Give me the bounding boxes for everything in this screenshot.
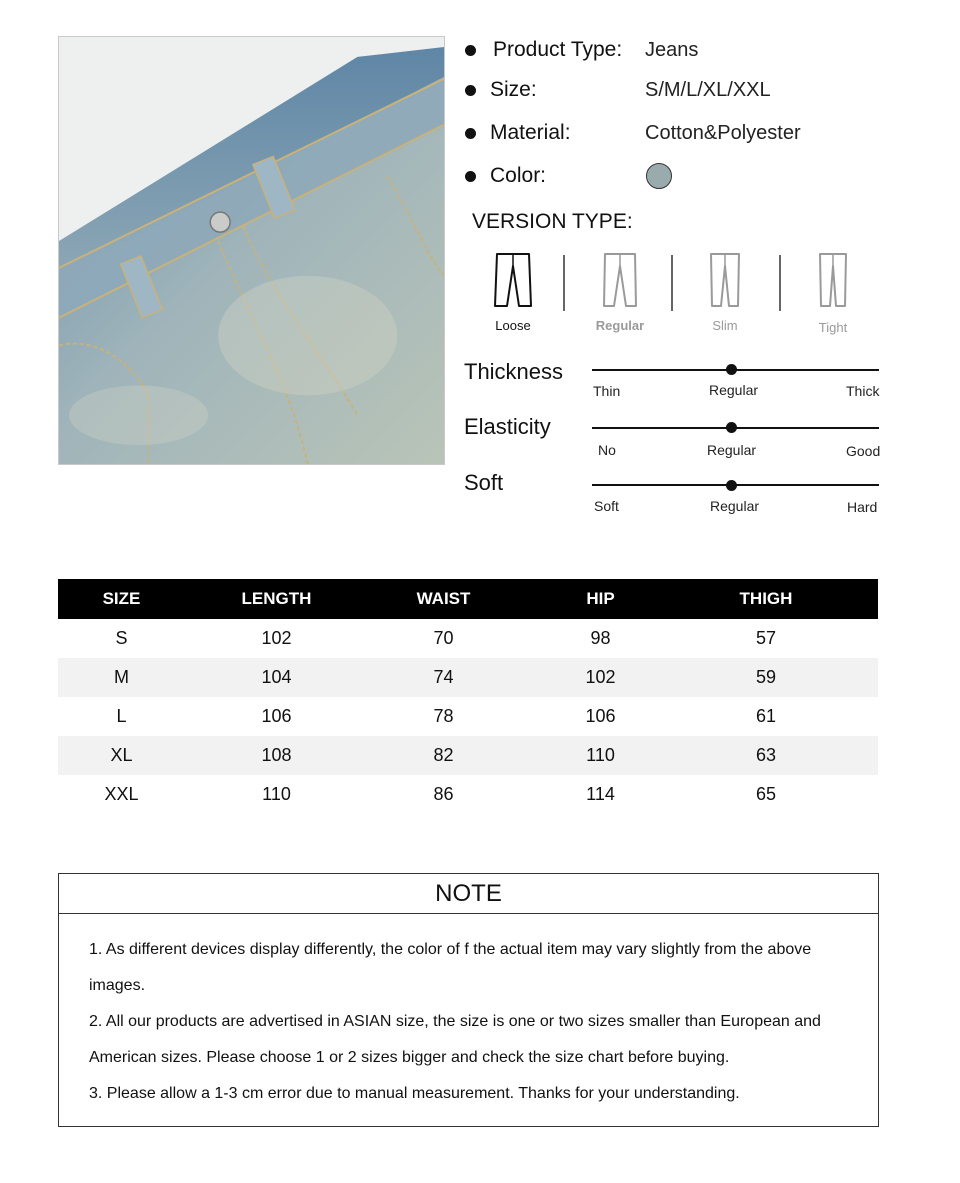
header-waist: WAIST	[416, 589, 471, 608]
cell-waist: 82	[433, 745, 454, 765]
version-label: Regular	[595, 318, 645, 333]
cell-thigh: 65	[755, 784, 777, 804]
cell-hip: 102	[585, 667, 616, 687]
cell-size: XL	[110, 745, 133, 765]
soft-scale-marker	[726, 480, 737, 491]
note-line: 3. Please allow a 1-3 cm error due to manual measurement. Thanks for your understanding.	[89, 1085, 740, 1102]
version-label: Tight	[818, 320, 848, 335]
spec-label: Material:	[490, 121, 571, 144]
regular-pants-icon	[600, 252, 640, 308]
version-title: VERSION TYPE:	[472, 210, 633, 233]
version-label: Slim	[712, 318, 738, 333]
thickness-mid: Regular	[709, 382, 759, 398]
cell-waist: 78	[433, 706, 454, 726]
note-line: 2. All our products are advertised in ASIAN size, the size is one or two sizes smaller than European and American sizes. Please choose 1 or 2 sizes bigger and check the size chart before buying.	[89, 1013, 821, 1066]
table-header	[58, 579, 878, 619]
cell-waist: 70	[433, 628, 454, 648]
cell-waist: 86	[433, 784, 454, 804]
elasticity-label: Elasticity	[464, 414, 551, 439]
cell-length: 104	[261, 667, 292, 687]
cell-hip: 110	[586, 745, 615, 765]
version-type-tight[interactable]	[793, 252, 873, 335]
elasticity-mid: Regular	[707, 442, 757, 458]
spec-value: S/M/L/XL/XXL	[645, 79, 771, 101]
cell-size: M	[114, 667, 129, 687]
cell-thigh: 63	[755, 745, 777, 765]
product-photo	[58, 36, 445, 465]
cell-size: XXL	[104, 784, 139, 804]
thickness-label: Thickness	[464, 359, 564, 384]
table-row	[58, 619, 878, 658]
elasticity-max: Good	[846, 443, 881, 459]
cell-size: L	[116, 706, 127, 726]
note-box	[58, 873, 879, 1127]
header-length: LENGTH	[241, 589, 312, 608]
cell-hip: 106	[585, 706, 616, 726]
version-divider	[563, 255, 565, 311]
thickness-scale-marker	[726, 364, 737, 375]
spec-value: Cotton&Polyester	[645, 122, 801, 144]
table-row	[58, 775, 878, 814]
cell-size: S	[115, 628, 128, 648]
loose-pants-icon	[493, 252, 533, 308]
cell-length: 108	[261, 745, 292, 765]
soft-mid: Regular	[710, 498, 760, 514]
note-line: 1. As different devices display differently, the color of f the actual item may vary slightly from the above images.	[89, 941, 812, 994]
version-type-slim[interactable]	[685, 252, 765, 333]
cell-thigh: 61	[755, 706, 777, 726]
header-size: SIZE	[102, 589, 141, 608]
version-divider	[671, 255, 673, 311]
table-row	[58, 736, 878, 775]
cell-thigh: 59	[755, 667, 777, 687]
version-type-loose[interactable]	[473, 252, 553, 333]
bullet-icon	[465, 45, 476, 56]
version-type-regular[interactable]	[580, 252, 660, 333]
soft-max: Hard	[847, 499, 878, 515]
table-row	[58, 697, 878, 736]
cell-hip: 98	[590, 628, 611, 648]
cell-hip: 114	[586, 784, 615, 804]
slim-pants-icon	[705, 252, 745, 308]
soft-label: Soft	[464, 470, 504, 495]
bullet-icon	[465, 85, 476, 96]
spec-label: Color:	[490, 164, 547, 187]
elasticity-scale-marker	[726, 422, 737, 433]
elasticity-min: No	[598, 442, 616, 458]
spec-label: Size:	[490, 78, 537, 101]
color-swatch[interactable]	[646, 163, 672, 189]
spec-value: Jeans	[645, 39, 699, 61]
cell-length: 110	[262, 784, 291, 804]
version-label: Loose	[495, 318, 531, 333]
note-body	[59, 914, 878, 1112]
bullet-icon	[465, 171, 476, 182]
header-thigh: THIGH	[739, 589, 793, 608]
cell-waist: 74	[433, 667, 454, 687]
thickness-max: Thick	[846, 383, 880, 399]
note-title: NOTE	[59, 874, 878, 914]
size-table	[58, 579, 878, 814]
cell-length: 106	[261, 706, 292, 726]
thickness-min: Thin	[593, 383, 621, 399]
table-row	[58, 658, 878, 697]
jeans-image	[59, 37, 444, 464]
version-divider	[779, 255, 781, 311]
spec-label: Product Type:	[493, 38, 623, 61]
cell-thigh: 57	[755, 628, 777, 648]
header-hip: HIP	[586, 589, 615, 608]
bullet-icon	[465, 128, 476, 139]
soft-min: Soft	[594, 498, 619, 514]
tight-pants-icon	[813, 252, 853, 308]
cell-length: 102	[261, 628, 292, 648]
